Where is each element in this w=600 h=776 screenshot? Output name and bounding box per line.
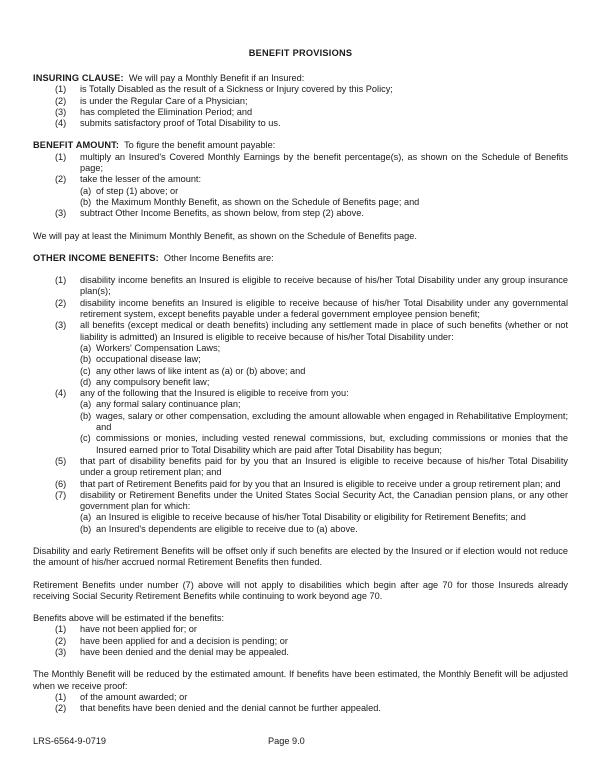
list-marker: (1) <box>55 624 67 635</box>
sublist-item <box>80 512 568 523</box>
document-body <box>33 48 568 715</box>
list-item <box>33 96 568 107</box>
list-text: has completed the Elimination Period; and <box>80 106 253 117</box>
list-marker: (7) <box>55 489 67 500</box>
benefit-amount-heading: BENEFIT AMOUNT: <box>33 140 120 151</box>
spacer <box>33 569 568 580</box>
page-title: BENEFIT PROVISIONS <box>248 48 353 58</box>
list-text: disability or Retirement Benefits under the United States Social Security Act, the Canadian pension plans, or any other government plan for which: <box>80 489 568 512</box>
list-item <box>33 703 568 714</box>
spacer <box>33 264 568 275</box>
list-text: is under the Regular Care of a Physician; <box>80 95 248 106</box>
sublist-text: wages, salary or other compensation, excluding the amount allowable when engaged in Rehabilitative Employment; and <box>96 410 568 433</box>
sublist-text: of step (1) above; or <box>96 185 179 196</box>
insuring-clause-heading: INSURING CLAUSE: <box>33 73 124 83</box>
list-item <box>33 298 568 321</box>
sublist-marker: (a) <box>80 185 92 196</box>
sublist-marker: (a) <box>80 512 92 523</box>
list-marker: (3) <box>55 208 67 219</box>
sublist-marker: (b) <box>80 523 92 534</box>
list-marker: (2) <box>55 297 67 308</box>
spacer <box>33 602 568 613</box>
sublist-item <box>80 524 568 535</box>
insuring-clause-list <box>33 84 568 129</box>
sublist-marker: (b) <box>80 410 92 421</box>
estimated-list <box>33 624 568 658</box>
offset-paragraph: Disability and early Retirement Benefits will be offset only if such benefits are elected by the Insured or if election would not reduce the amount of his/her accrued normal Retirement Benefits then funded. <box>33 545 568 568</box>
list-text: subtract Other Income Benefits, as shown below, from step (2) above. <box>80 208 364 219</box>
list-marker: (2) <box>55 635 67 646</box>
list-text: take the lesser of the amount: <box>80 174 202 185</box>
sublist-marker: (c) <box>80 365 91 376</box>
list-text: disability income benefits an Insured is eligible to receive because of his/her Total Disability under any group insurance plan(s); <box>80 275 568 297</box>
page-number: Page 9.0 <box>268 736 305 746</box>
other-income-benefits-lead <box>33 253 568 264</box>
list-marker: (2) <box>55 95 67 106</box>
sublist-text: Workers' Compensation Laws; <box>96 342 221 353</box>
list-text: that benefits have been denied and the denial cannot be further appealed. <box>80 703 381 714</box>
sublist-item <box>80 377 568 388</box>
sublist-text: any other laws of like intent as (a) or (b) above; and <box>96 365 306 376</box>
benefit-amount-sublist-2 <box>80 186 568 209</box>
spacer <box>33 129 568 140</box>
list-marker: (1) <box>55 151 67 162</box>
other-income-benefits-heading: OTHER INCOME BENEFITS: <box>33 252 159 263</box>
list-text: that part of Retirement Benefits paid for by you that an Insured is eligible to receive under a group retirement plan; and <box>80 478 561 489</box>
list-text: have been denied and the denial may be appealed. <box>80 647 289 658</box>
adjustment-list <box>33 692 568 715</box>
list-marker: (2) <box>55 703 67 714</box>
sublist-marker: (b) <box>80 354 92 365</box>
insuring-clause-lead <box>33 73 568 84</box>
sublist-text: an Insured's dependents are eligible to receive due to (a) above. <box>96 523 358 534</box>
adjustment-lead: The Monthly Benefit will be reduced by the estimated amount. If benefits have been estimated, the Monthly Benefit will be adjusted when we receive proof: <box>33 669 568 691</box>
list-item <box>33 84 568 95</box>
list-item <box>33 320 568 388</box>
sublist-text: the Maximum Monthly Benefit, as shown on the Schedule of Benefits page; and <box>96 196 420 207</box>
sublist-item <box>80 197 568 208</box>
list-text: multiply an Insured's Covered Monthly Earnings by the benefit percentage(s), as shown on the Schedule of Benefits page; <box>80 151 568 174</box>
spacer <box>33 658 568 669</box>
sublist-text: commissions or monies, including vested renewal commissions, but, excluding commissions or monies that the Insured earned prior to Total Disability which are paid after Total Disability has begun; <box>96 433 568 455</box>
other-income-sublist-4 <box>80 399 568 455</box>
list-item <box>33 275 568 298</box>
sublist-item <box>80 399 568 410</box>
list-item <box>33 692 568 703</box>
spacer <box>33 220 568 231</box>
sublist-text: occupational disease law; <box>96 354 201 365</box>
sublist-text: any compulsory benefit law; <box>96 376 210 387</box>
list-marker: (1) <box>55 691 67 702</box>
sublist-item <box>80 354 568 365</box>
list-text: all benefits (except medical or death benefits) including any settlement made in place of such benefits (whether or not liability is admitted) an Insured is eligible to receive because of his/her Total Disability under: <box>80 320 568 342</box>
sublist-marker: (a) <box>80 399 92 410</box>
benefit-amount-closing: We will pay at least the Minimum Monthly Benefit, as shown on the Schedule of Benefits page. <box>33 230 417 241</box>
list-marker: (2) <box>55 174 67 185</box>
list-marker: (1) <box>55 84 67 95</box>
list-item <box>33 647 568 658</box>
list-text: any of the following that the Insured is eligible to receive from you: <box>80 388 349 399</box>
sublist-item <box>80 433 568 456</box>
list-item <box>33 152 568 175</box>
sublist-marker: (b) <box>80 196 92 207</box>
form-code: LRS-6564-9-0719 <box>33 736 107 746</box>
sublist-text: an Insured is eligible to receive because of his/her Total Disability or eligibility for Retirement Benefits; and <box>96 512 526 523</box>
benefit-amount-lead <box>33 140 568 151</box>
list-marker: (1) <box>55 275 67 286</box>
spacer <box>33 535 568 546</box>
sublist-text: any formal salary continuance plan; <box>96 399 241 410</box>
benefit-amount-lead-text: To figure the benefit amount payable: <box>124 140 276 151</box>
sublist-item <box>80 366 568 377</box>
list-item <box>33 388 568 456</box>
list-marker: (4) <box>55 118 67 129</box>
list-text: is Totally Disabled as the result of a Sickness or Injury covered by this Policy; <box>80 84 393 95</box>
sublist-item <box>80 411 568 434</box>
insuring-clause-lead-text: We will pay a Monthly Benefit if an Insured: <box>128 73 305 83</box>
spacer <box>33 242 568 253</box>
sublist-item <box>80 186 568 197</box>
list-text: have not been applied for; or <box>80 624 197 635</box>
benefit-amount-list <box>33 152 568 220</box>
sublist-marker: (d) <box>80 376 92 387</box>
estimated-lead: Benefits above will be estimated if the benefits: <box>33 613 225 624</box>
age70-paragraph: Retirement Benefits under number (7) above will not apply to disabilities which begin after age 70 for those Insureds already receiving Social Security Retirement Benefits while continuing to work beyond age 70. <box>33 579 568 601</box>
list-item <box>33 174 568 208</box>
list-text: of the amount awarded; or <box>80 691 188 702</box>
list-marker: (4) <box>55 388 67 399</box>
list-item <box>33 118 568 129</box>
list-item <box>33 456 568 479</box>
list-marker: (3) <box>55 106 67 117</box>
other-income-sublist-7 <box>80 512 568 535</box>
list-text: submits satisfactory proof of Total Disability to us. <box>80 118 281 129</box>
list-marker: (6) <box>55 478 67 489</box>
other-income-benefits-list <box>33 275 568 535</box>
list-item <box>33 636 568 647</box>
list-marker: (3) <box>55 320 67 331</box>
list-marker: (3) <box>55 647 67 658</box>
list-text: have been applied for and a decision is pending; or <box>80 635 288 646</box>
list-item <box>33 107 568 118</box>
other-income-benefits-lead-text: Other Income Benefits are: <box>163 252 274 263</box>
sublist-item <box>80 343 568 354</box>
sublist-marker: (c) <box>80 433 91 444</box>
list-text: that part of disability benefits paid for by you that an Insured is eligible to receive because of his/her Total Disability under a group retirement plan; and <box>80 455 568 478</box>
list-item <box>33 490 568 535</box>
list-item <box>33 479 568 490</box>
list-item <box>33 624 568 635</box>
list-marker: (5) <box>55 455 67 466</box>
list-item <box>33 208 568 219</box>
list-text: disability income benefits an Insured is eligible to receive because of his/her Total Disability under any governmental retirement system, except benefits payable under a federal government employee pension benefit; <box>80 297 568 320</box>
sublist-marker: (a) <box>80 342 92 353</box>
other-income-sublist-3 <box>80 343 568 388</box>
